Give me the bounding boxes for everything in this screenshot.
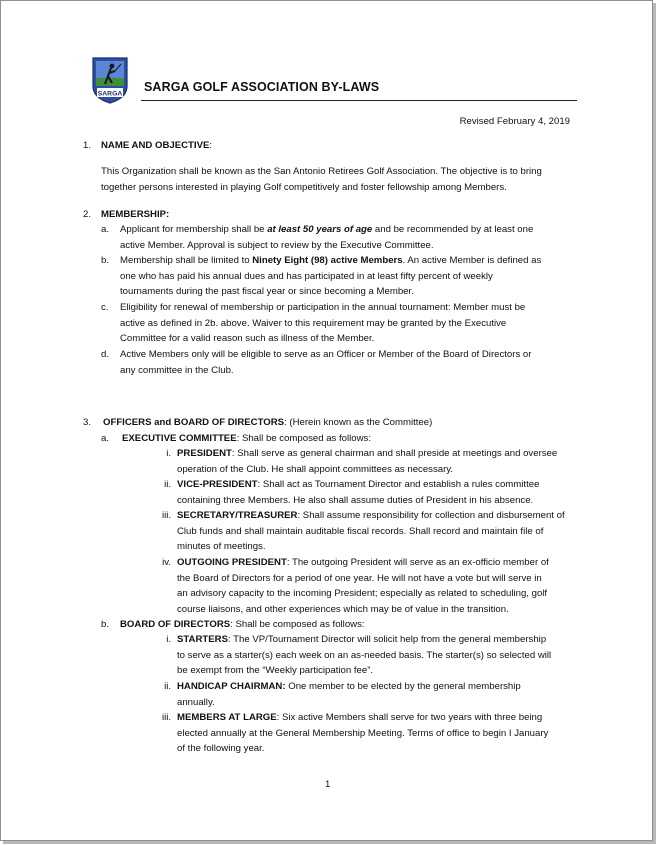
svg-text:SARGA: SARGA (97, 90, 123, 98)
revised-date: Revised February 4, 2019 (459, 116, 570, 127)
title-rule (141, 100, 577, 101)
section-1-line: This Organization shall be known as the San Antonio Retirees Golf Association. The objective is to bring (101, 166, 542, 177)
page-number: 1 (325, 779, 331, 790)
sarga-logo (91, 56, 129, 104)
document-title: SARGA GOLF ASSOCIATION BY-LAWS (144, 80, 380, 94)
section-2-heading: 2. MEMBERSHIP: (83, 209, 170, 220)
section-1-heading: 1. NAME AND OBJECTIVE: (83, 140, 213, 151)
document-body: SARGA SARGA GOLF ASSOCIATION BY-LAWS Revised February 4, 2019 1. NAME AND OBJECTIVE: This Organization shall be known as the San Antonio Retirees Golf Association. The objective is to bring together persons interested in playing Golf competitively and foster fellowship among Members. 2. MEMBERSHIP: a. Applicant for membership shall be at least 50 years of age and be recommended by at least one active Member. Approval is subject to review by the Executive Committee. b. Membership shall be limited to Ninety Eight (98) active Members. An active Member is defined as one who has paid his annual dues and has participated in at least fifty percent of weekly tournaments during the past fiscal year or since becoming a Member. c. Eligibility for renewal of membership or participation in the annual tournament: Member must be active as defined in 2b. above. Waiver to this requirement may be granted by the Executive Committee for a valid reason such as illness of the Member. d. Active Members only will be eligible to serve as an Officer or Member of the Board of Directors or any committee in the Club. 3. OFFICERS and BOARD OF DIRECTORS: (Herein known as the Committee) a. EXECUTIVE COMMITTEE: Shall be composed as follows: i. PRESIDENT: Shall serve as general chairman and shall preside at meetings and oversee operation of the Club. He shall appoint committees as necessary. ii. VICE-PRESIDENT: Shall act as Tournament Director and establish a rules committee containing three Members. He also shall assume duties of President in his absence. iii. SECRETARY/TREASURER: Shall assume responsibility for collection and disbursement of Club funds and shall maintain auditable fiscal records. Shall record and maintain file of minutes of meetings. iv. OUTGOING PRESIDENT: The outgoing President will serve as an ex-officio member of the Board of Directors for a period of one year. He will not have a vote but will serve in an advisory capacity to the incoming President; especially as related to scheduling, golf course liaisons, and other experiences which may be of value in the transition. b. BOARD OF DIRECTORS: Shall be composed as follows: i. STARTERS: The VP/Tournament Director will solicit help from the general membership to serve as a starter(s) each week on an as-needed basis. The starter(s) so selected will be exempt from the “Weekly participation fee”. ii. HANDICAP CHAIRMAN: One member to be elected by the general membership annually. iii. MEMBERS AT LARGE: Six active Members shall serve for two years with three being elected annually at the General Membership Meeting. Terms of office to begin I January of the following year. 1 (1, 1, 652, 840)
section-1-line: together persons interested in playing Golf competitively and foster fellowship among Members. (101, 182, 507, 193)
section-3-heading: 3. OFFICERS and BOARD OF DIRECTORS: (Herein known as the Committee) (83, 417, 433, 428)
